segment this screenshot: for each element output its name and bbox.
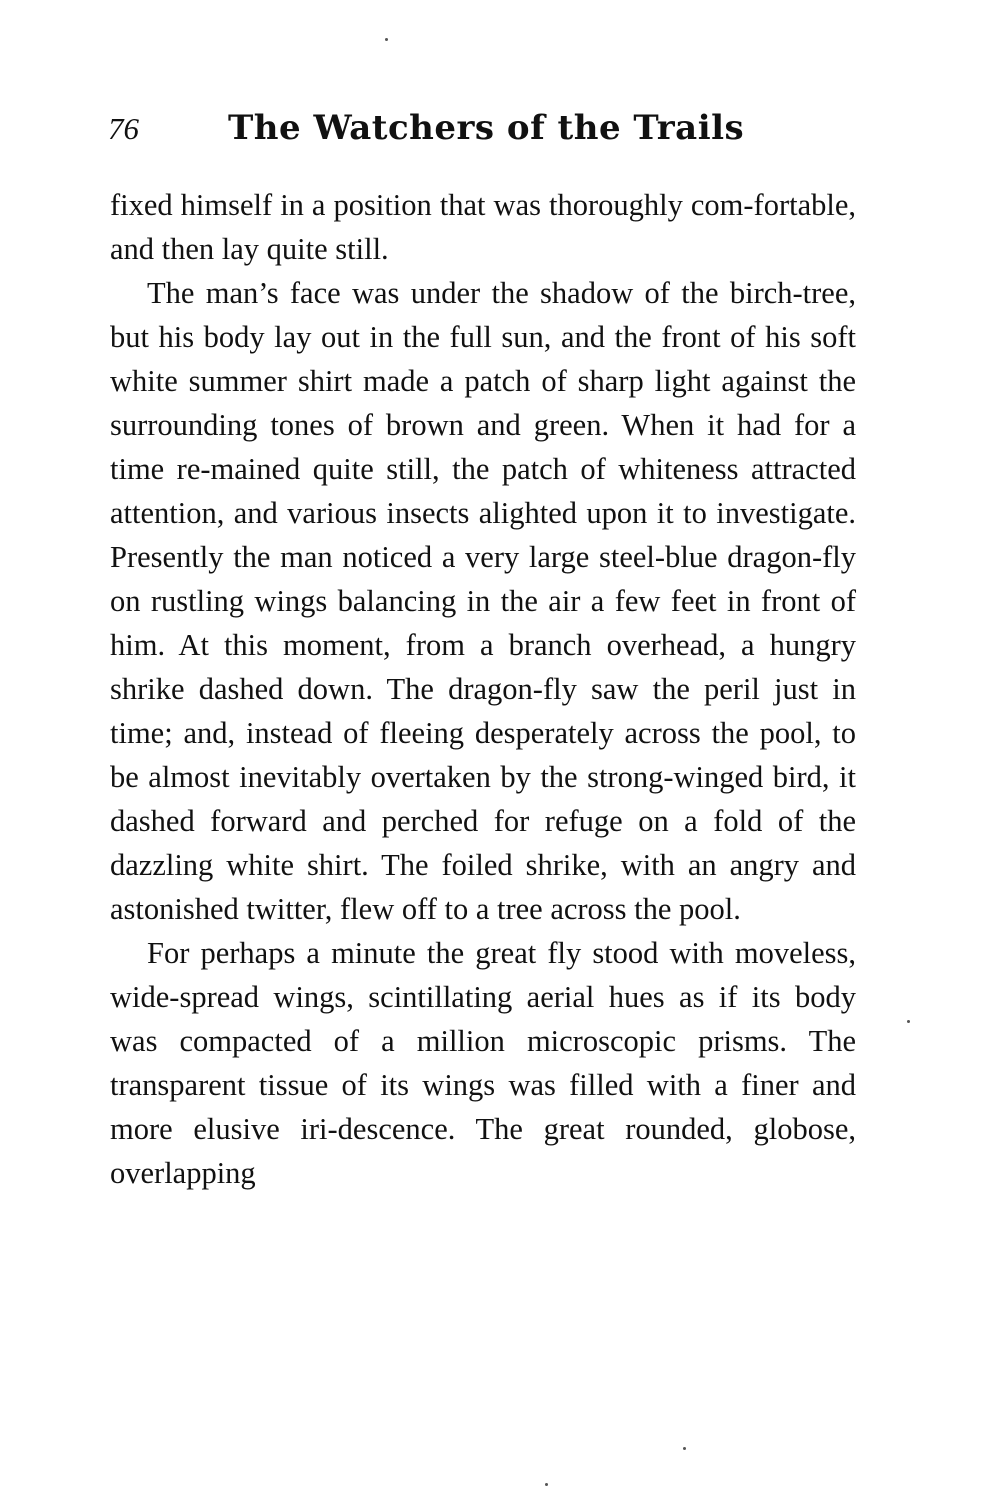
scan-speck [683, 1447, 686, 1450]
scan-speck [907, 1020, 910, 1023]
paragraph: For perhaps a minute the great fly stood with moveless, wide-spread wings, scintillating aerial hues as if its body was compacted of a million microscopic prisms. The transparent tissue of its wings was filled with a finer and more elusive iri-descence. The great rounded, globose, overlapping [110, 936, 856, 1190]
paragraph: The man’s face was under the shadow of the birch-tree, but his body lay out in the full sun, and the front of his soft white summer shirt made a patch of sharp light against the surrounding tones of brown and green. When it had for a time re-mained quite still, the patch of whiteness attracted attention, and various insects alighted upon it to investigate. Presently the man noticed a very large steel-blue dragon-fly on rustling wings balancing in the air a few feet in front of him. At this moment, from a branch overhead, a hungry shrike dashed down. The dragon-fly saw the peril just in time; and, instead of fleeing desperately across the pool, to be almost inevitably overtaken by the strong-winged bird, it dashed forward and perched for refuge on a fold of the dazzling white shirt. The foiled shrike, with an angry and astonished twitter, flew off to a tree across the pool. [110, 276, 856, 926]
running-head [108, 108, 868, 158]
running-title: The Watchers of the Trails [228, 108, 745, 148]
paragraph: fixed himself in a position that was thoroughly com-fortable, and then lay quite still. [110, 188, 856, 266]
page-number: 76 [108, 111, 139, 146]
body-text [110, 183, 856, 1195]
scan-speck [545, 1483, 548, 1486]
scan-speck [385, 38, 388, 41]
